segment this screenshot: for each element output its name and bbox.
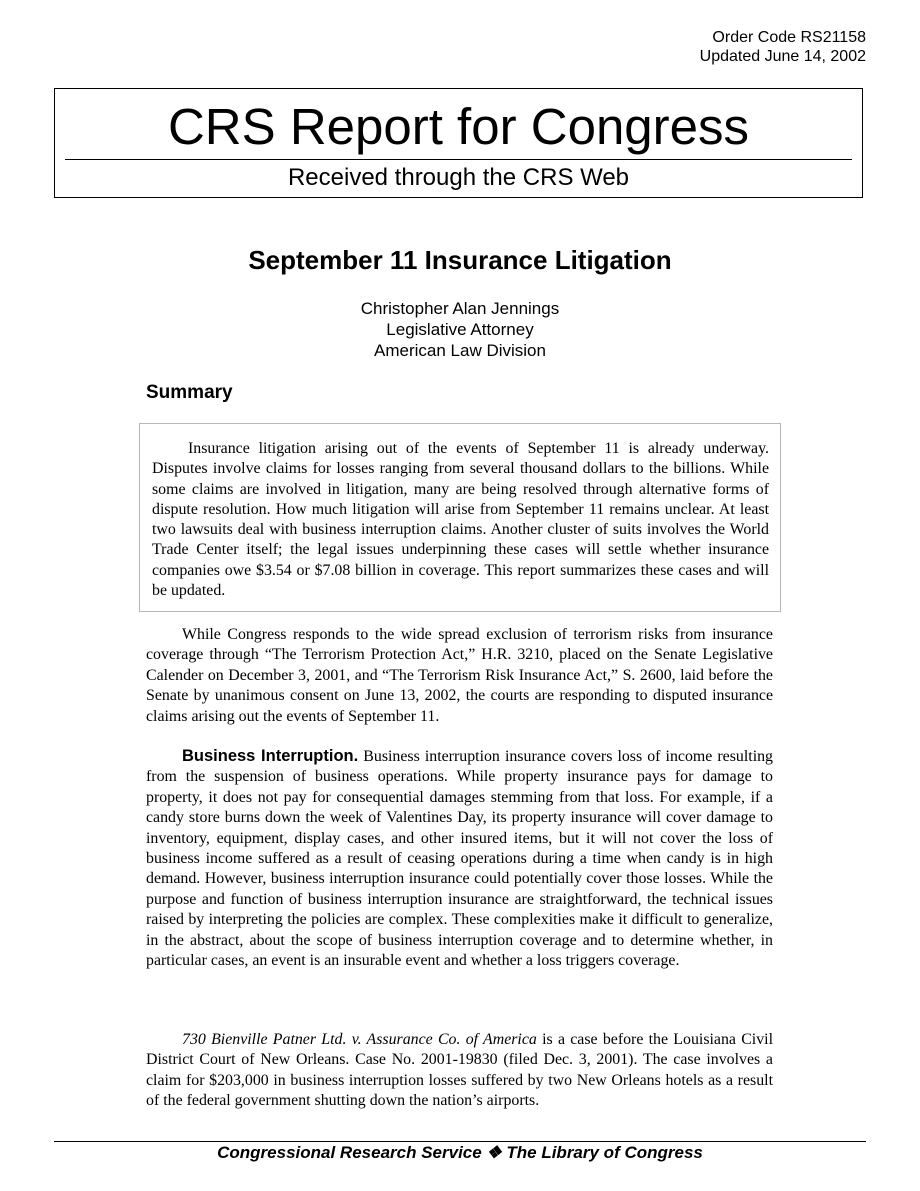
section-heading-business-interruption: Business Interruption. [182,747,359,765]
body-paragraph-intro: While Congress responds to the wide spread exclusion of terrorism risks from insurance coverage through “The Terrorism Protection Act,” H.R. 3210, placed on the Senate Legislative Calender on December 3, 2001, and “The Terrorism Risk Insurance Act,” S. 2600, laid before the Senate by unanimous consent on June 13, 2002, the courts are responding to disputed insurance claims arising out the events of September 11. [146,626,773,725]
footer-text: Congressional Research Service ❖ The Library of Congress [217,1143,703,1162]
author-division: American Law Division [374,341,546,360]
author-position: Legislative Attorney [386,320,534,339]
body-paragraph-case [146,1030,773,1112]
header-divider [65,159,852,160]
report-header-title: CRS Report for Congress [167,98,750,155]
summary-box [139,423,781,612]
body-paragraph-business-interruption [146,746,773,971]
report-header-box [54,88,863,198]
order-code-block [700,28,866,66]
order-code: Order Code RS21158 [712,29,866,46]
updated-date: Updated June 14, 2002 [699,48,866,65]
business-interruption-text: Business interruption insurance covers loss of income resulting from the suspension of business operations. While property insurance pays for damage to property, it does not pay for consequential damages stemming from that loss. For example, if a candy store burns down the week of Valentines Day, its property insurance will cover damage to inventory, equipment, display cases, and other insured items, but it will not cover the loss of business income suffered as a result of ceasing operations during a time when candy is in high demand. However, business interruption insurance could potentially cover those losses. While the purpose and function of business interruption insurance are straightforward, the technical issues raised by interpreting the policies are complex. These complexities make it difficult to generalize, in the abstract, about the scope of business interruption coverage and to determine whether, in particular cases, an event is an insurable event and whether a loss triggers coverage. [146,748,773,970]
footer-divider [54,1141,866,1142]
summary-text: Insurance litigation arising out of the events of September 11 is already underway. Disputes involve claims for losses ranging from several thousand dollars to the billions. While some claims are involved in litigation, many are being resolved through alternative forms of dispute resolution. How much litigation will arise from September 11 remains unclear. At least two lawsuits deal with business interruption claims. Another cluster of suits involves the World Trade Center itself; the legal issues underpinning these cases will settle whether insurance companies owe $3.54 or $7.08 billion in coverage. This report summarizes these cases and will be updated. [152,440,769,600]
case-name: 730 Bienville Patner Ltd. v. Assurance Co. of America [182,1031,537,1048]
case-text: is a case before the Louisiana Civil District Court of New Orleans. Case No. 2001-19830 (filed Dec. 3, 2001). The case involves a claim for $203,000 in business interruption losses suffered by two New Orleans hotels as a result of the federal government shutting down the nation’s airports. [146,1031,773,1110]
summary-heading: Summary [146,382,233,403]
document-title: September 11 Insurance Litigation [248,245,672,275]
author-block [0,298,920,361]
report-header-subtitle: Received through the CRS Web [287,164,630,191]
author-name: Christopher Alan Jennings [360,299,560,318]
